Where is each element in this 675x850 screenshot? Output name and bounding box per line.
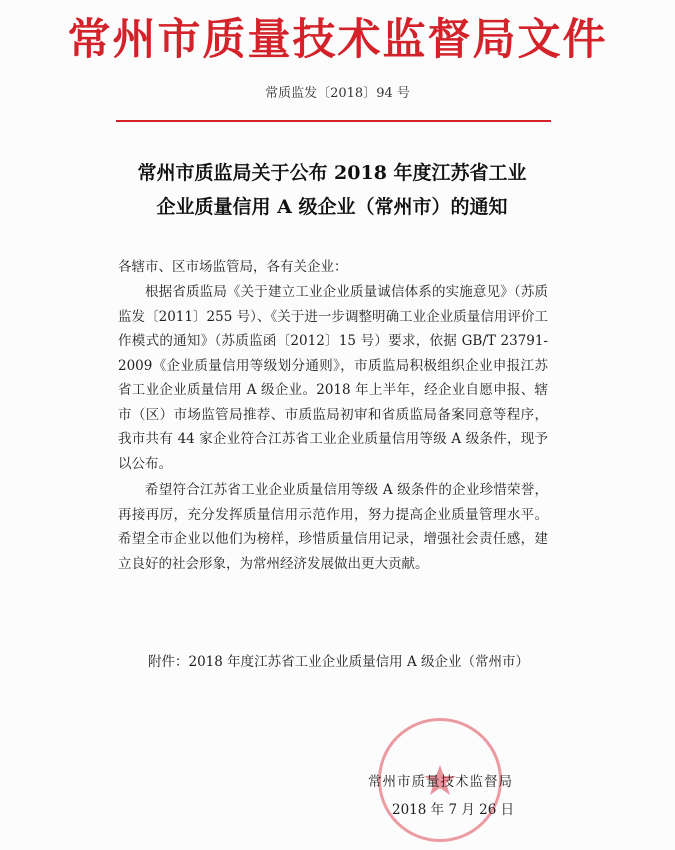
issue-date: 2018 年 7 月 26 日 (392, 802, 515, 818)
notice-title-line-1: 常州市质监局关于公布 2018 年度江苏省工业 (137, 162, 527, 184)
attachment-line: 附件：2018 年度江苏省工业企业质量信用 A 级企业（常州市） (148, 654, 529, 670)
document-number: 常质监发〔2018〕94 号 (265, 86, 410, 101)
addressee: 各辖市、区市场监管局，各有关企业： (118, 259, 348, 275)
document-header-title: 常州市质量技术监督局文件 (67, 15, 608, 65)
issuer-name: 常州市质量技术监督局 (368, 774, 513, 790)
body-paragraph-1: 根据省质监局《关于建立工业企业质量诚信体系的实施意见》（苏质监发〔2011〕255 号）、《关于进一步调整明确工业企业质量信用评价工作模式的通知》（苏质监函〔2012〕15 号）要求，依据 GB/T 23791-2009《企业质量信用等级划分通则》，市质监局积极组织企业申报江苏省工业企业质量信用 A 级企业。2018 年上半年，经企业自愿申报、辖市（区）市场监管局推荐、市质监局初审和省质监局备案同意等程序，我市共有 44 家企业符合江苏省工业企业质量信用等级 A 级条件，现予以公布。 (118, 284, 548, 472)
header-divider (116, 120, 551, 122)
body-paragraph-2: 希望符合江苏省工业企业质量信用等级 A 级条件的企业珍惜荣誉，再接再厉，充分发挥质量信用示范作用，努力提高企业质量管理水平。希望全市企业以他们为榜样，珍惜质量信用记录，增强社会责任感，建立良好的社会形象，为常州经济发展做出更大贡献。 (118, 482, 548, 572)
notice-title-line-2: 企业质量信用 A 级企业（常州市）的通知 (156, 196, 508, 218)
notice-title (112, 156, 552, 224)
